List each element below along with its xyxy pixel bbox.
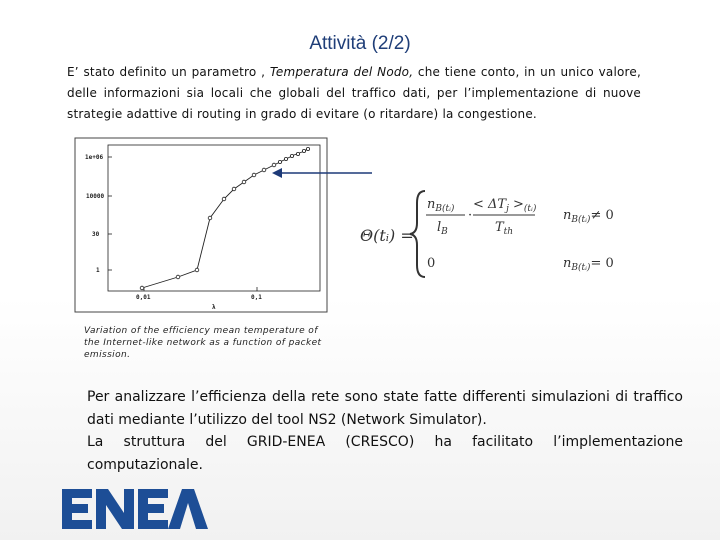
intro-paragraph bbox=[67, 62, 641, 125]
formula-den2: T bbox=[495, 220, 504, 235]
formula-sub2: j bbox=[506, 204, 509, 214]
formula-num2b: > bbox=[508, 197, 524, 212]
svg-text:nB(tᵢ)= 0 bbox=[563, 256, 614, 273]
formula-num1: n bbox=[427, 197, 436, 212]
cond1-sub: B(tᵢ) bbox=[571, 215, 591, 225]
temperature-plot bbox=[74, 137, 328, 313]
cond2-sub: B(tᵢ) bbox=[571, 263, 591, 273]
enea-logo bbox=[62, 487, 210, 531]
y-tick-2: 10000 bbox=[86, 193, 105, 200]
cond1-n: n bbox=[563, 208, 572, 223]
x-tick-2: 0,1 bbox=[251, 294, 262, 301]
svg-text:lB bbox=[437, 220, 448, 237]
intro-part1: E’ stato definito un parametro , bbox=[67, 65, 270, 79]
slide-title: Attività (2/2) bbox=[309, 33, 411, 54]
cond2-n: n bbox=[563, 256, 572, 271]
y-tick-1: 1e+06 bbox=[85, 154, 104, 161]
svg-text:< ΔTj >(tᵢ) bbox=[473, 197, 537, 214]
formula-dot: · bbox=[468, 208, 473, 223]
plot-caption: Variation of the efficiency mean temperature of the Internet-like network as a function of packet emission. bbox=[84, 326, 322, 360]
svg-text:Tth bbox=[495, 220, 513, 237]
svg-text:nB(tᵢ) bbox=[427, 197, 455, 214]
intro-italic: Temperatura del Nodo, bbox=[269, 65, 414, 79]
formula-den1: l bbox=[437, 220, 442, 235]
body-text bbox=[87, 386, 683, 476]
body-paragraph-1: Per analizzare l’efficienza della rete sono state fatte differenti simulazioni di traffico dati mediante l’utilizzo del tool NS2 (Network Simulator). bbox=[87, 389, 683, 428]
formula-subden1: B bbox=[441, 227, 448, 237]
svg-text:nB(tᵢ)≠ 0 bbox=[563, 208, 614, 225]
intro-part2: che tiene conto, in un unico valore, delle informazioni sia locali che globali del traffico dati, per l’implementazione di nuove strategie adattive di routing in grado di evitare (o ritardare) la congestione. bbox=[67, 65, 642, 121]
x-axis-label: λ bbox=[212, 304, 216, 311]
body-paragraph-2: La struttura del GRID-ENEA (CRESCO) ha facilitato l’implementazione computazionale. bbox=[87, 434, 683, 473]
cond1-rel: ≠ 0 bbox=[590, 208, 614, 223]
y-tick-4: 1 bbox=[96, 267, 100, 274]
formula-lhs: Θ(tᵢ) = bbox=[360, 226, 414, 245]
formula-num2: < ΔT bbox=[473, 197, 507, 212]
formula-zero: 0 bbox=[427, 256, 436, 271]
y-tick-3: 30 bbox=[92, 231, 100, 238]
pointer-arrow-icon bbox=[272, 165, 376, 181]
formula-subden2: th bbox=[503, 227, 514, 237]
formula-sub1: B(tᵢ) bbox=[435, 204, 455, 214]
node-temperature-formula bbox=[355, 183, 655, 283]
cond2-rel: = 0 bbox=[590, 256, 614, 271]
x-tick-1: 0,01 bbox=[136, 294, 151, 301]
formula-sub2b: (tᵢ) bbox=[523, 204, 537, 214]
